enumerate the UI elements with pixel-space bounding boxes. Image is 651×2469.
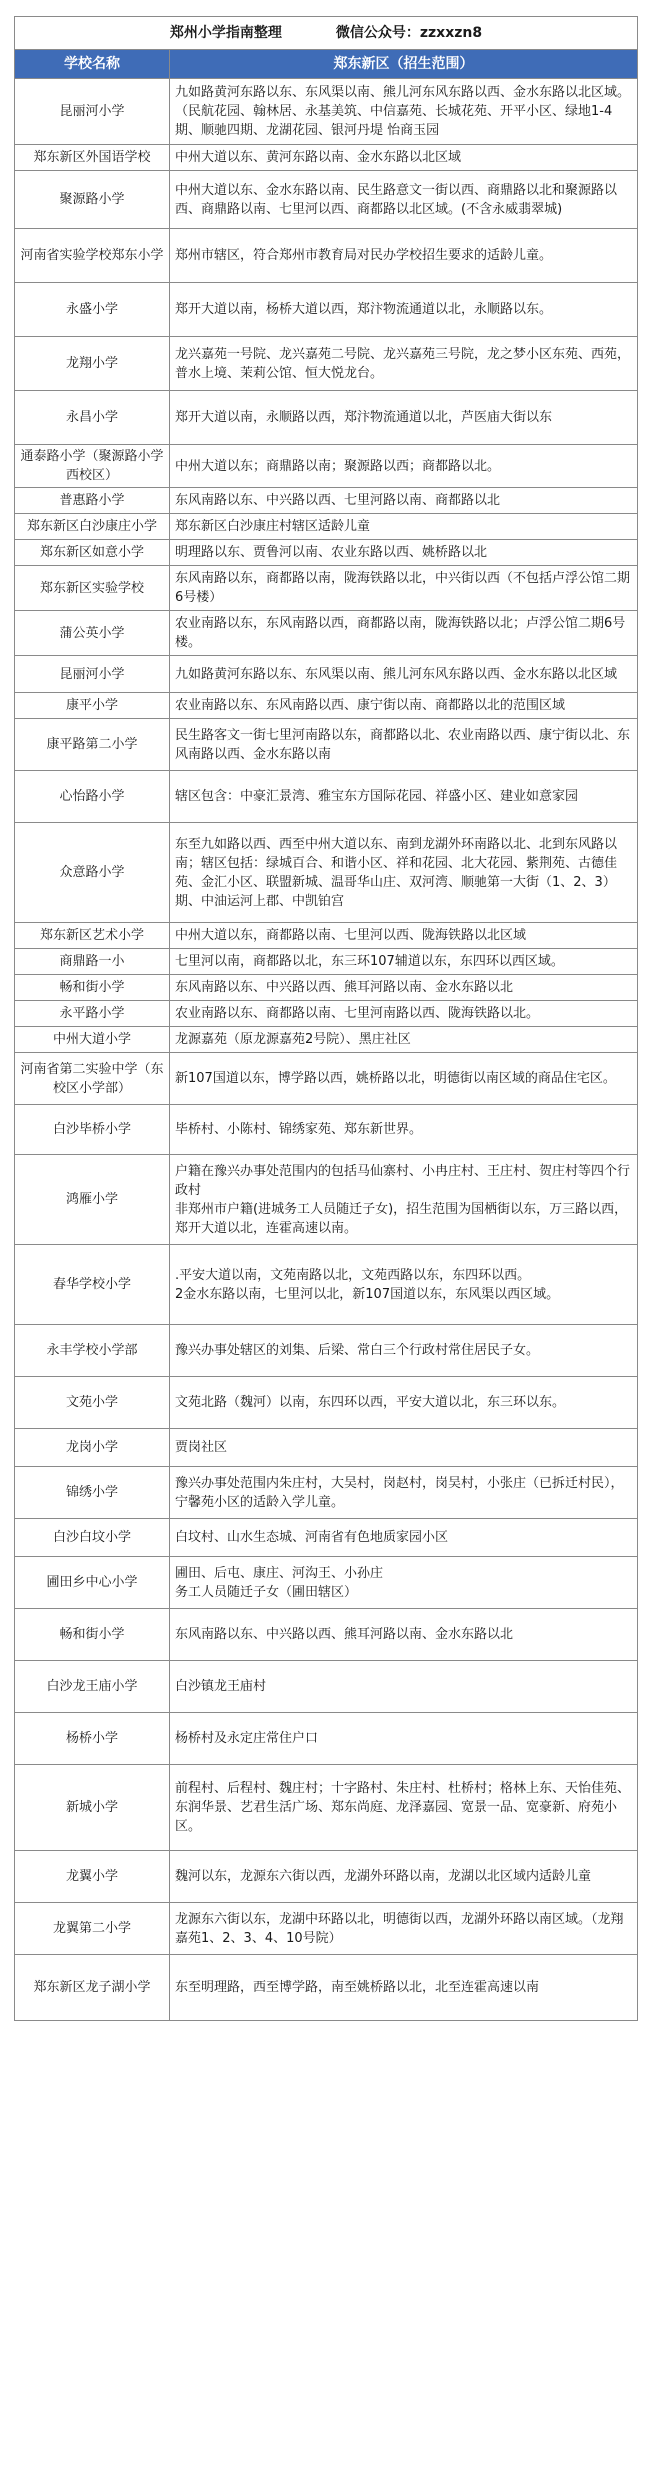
- table-row: [15, 1609, 638, 1661]
- school-name-cell: 畅和街小学: [15, 975, 170, 1001]
- school-name-cell: 河南省实验学校郑东小学: [15, 229, 170, 283]
- school-name-cell: 康平小学: [15, 693, 170, 719]
- school-name-cell: 文苑小学: [15, 1377, 170, 1429]
- school-name-cell: 永盛小学: [15, 283, 170, 337]
- table-row: [15, 1429, 638, 1467]
- column-header-school: 学校名称: [15, 50, 170, 79]
- table-row: [15, 540, 638, 566]
- table-row: [15, 1467, 638, 1519]
- table-row: [15, 1053, 638, 1105]
- enrollment-area-cell: 中州大道以东，商都路以南、七里河以西、陇海铁路以北区域: [170, 923, 638, 949]
- table-row: [15, 1001, 638, 1027]
- school-name-cell: 中州大道小学: [15, 1027, 170, 1053]
- school-name-cell: 郑东新区外国语学校: [15, 145, 170, 171]
- enrollment-area-cell: 豫兴办事处范围内朱庄村，大吴村，岗赵村，岗吴村，小张庄（已拆迁村民），宁馨苑小区的适龄入学儿童。: [170, 1467, 638, 1519]
- enrollment-area-cell: 圃田、后屯、康庄、河沟王、小孙庄 务工人员随迁子女（圃田辖区）: [170, 1557, 638, 1609]
- enrollment-area-cell: 东风南路以东、中兴路以西、熊耳河路以南、金水东路以北: [170, 1609, 638, 1661]
- enrollment-area-cell: 魏河以东，龙源东六街以西，龙湖外环路以南，龙湖以北区域内适龄儿童: [170, 1851, 638, 1903]
- enrollment-area-cell: 前程村、后程村、魏庄村；十字路村、朱庄村、杜桥村；格林上东、天怡佳苑、东润华景、艺君生活广场、郑东尚庭、龙泽嘉园、宽景一品、宽豪新、府苑小区。: [170, 1765, 638, 1851]
- table-row: [15, 145, 638, 171]
- table-row: [15, 1713, 638, 1765]
- column-header-area: 郑东新区（招生范围）: [170, 50, 638, 79]
- table-row: [15, 1851, 638, 1903]
- enrollment-area-cell: 民生路客文一街七里河南路以东，商都路以北、农业南路以西、康宁街以北、东风南路以西、金水东路以南: [170, 719, 638, 771]
- table-row: [15, 611, 638, 656]
- table-row: [15, 1955, 638, 2021]
- school-name-cell: 永平路小学: [15, 1001, 170, 1027]
- school-name-cell: 商鼎路一小: [15, 949, 170, 975]
- table-row: [15, 1245, 638, 1325]
- table-row: [15, 823, 638, 923]
- table-row: [15, 1661, 638, 1713]
- enrollment-area-cell: 中州大道以东；商鼎路以南；聚源路以西；商都路以北。: [170, 445, 638, 488]
- school-name-cell: 杨桥小学: [15, 1713, 170, 1765]
- school-name-cell: 白沙毕桥小学: [15, 1105, 170, 1155]
- enrollment-area-cell: 郑州市辖区，符合郑州市教育局对民办学校招生要求的适龄儿童。: [170, 229, 638, 283]
- table-row: [15, 445, 638, 488]
- enrollment-area-cell: 农业南路以东、东风南路以西、康宁街以南、商都路以北的范围区域: [170, 693, 638, 719]
- school-name-cell: 圃田乡中心小学: [15, 1557, 170, 1609]
- enrollment-area-cell: 郑开大道以南，永顺路以西，郑汴物流通道以北，芦医庙大街以东: [170, 391, 638, 445]
- school-name-cell: 永丰学校小学部: [15, 1325, 170, 1377]
- enrollment-area-cell: 辖区包含：中豪汇景湾、雅宝东方国际花园、祥盛小区、建业如意家园: [170, 771, 638, 823]
- column-header-row: [15, 50, 638, 79]
- enrollment-area-cell: 明理路以东、贾鲁河以南、农业东路以西、姚桥路以北: [170, 540, 638, 566]
- school-name-cell: 鸿雁小学: [15, 1155, 170, 1245]
- enrollment-area-cell: 龙兴嘉苑一号院、龙兴嘉苑二号院、龙兴嘉苑三号院，龙之梦小区东苑、西苑，普水上境、茉莉公馆、恒大悦龙台。: [170, 337, 638, 391]
- school-name-cell: 郑东新区实验学校: [15, 566, 170, 611]
- table-row: [15, 1377, 638, 1429]
- school-name-cell: 昆丽河小学: [15, 656, 170, 693]
- school-name-cell: 春华学校小学: [15, 1245, 170, 1325]
- enrollment-area-cell: 白坟村、山水生态城、河南省有色地质家园小区: [170, 1519, 638, 1557]
- enrollment-area-cell: .平安大道以南，文苑南路以北，文苑西路以东，东四环以西。 2金水东路以南，七里河以北，新107国道以东，东风渠以西区域。: [170, 1245, 638, 1325]
- school-name-cell: 龙翼第二小学: [15, 1903, 170, 1955]
- school-name-cell: 普惠路小学: [15, 488, 170, 514]
- school-name-cell: 锦绣小学: [15, 1467, 170, 1519]
- table-row: [15, 283, 638, 337]
- table-row: [15, 1325, 638, 1377]
- school-name-cell: 蒲公英小学: [15, 611, 170, 656]
- table-row: [15, 771, 638, 823]
- school-name-cell: 郑东新区白沙康庄小学: [15, 514, 170, 540]
- school-name-cell: 昆丽河小学: [15, 79, 170, 145]
- enrollment-area-cell: 中州大道以东、黄河东路以南、金水东路以北区域: [170, 145, 638, 171]
- enrollment-area-cell: 东风南路以东，商都路以南，陇海铁路以北，中兴街以西（不包括卢浮公馆二期6号楼）: [170, 566, 638, 611]
- enrollment-area-cell: 豫兴办事处辖区的刘集、后梁、常白三个行政村常住居民子女。: [170, 1325, 638, 1377]
- school-name-cell: 心怡路小学: [15, 771, 170, 823]
- enrollment-area-cell: 文苑北路（魏河）以南，东四环以西，平安大道以北，东三环以东。: [170, 1377, 638, 1429]
- table-row: [15, 171, 638, 229]
- table-row: [15, 1519, 638, 1557]
- table-row: [15, 1557, 638, 1609]
- enrollment-area-cell: 七里河以南，商都路以北，东三环107辅道以东，东四环以西区域。: [170, 949, 638, 975]
- enrollment-area-cell: 农业南路以东、商都路以南、七里河南路以西、陇海铁路以北。: [170, 1001, 638, 1027]
- school-name-cell: 众意路小学: [15, 823, 170, 923]
- enrollment-area-cell: 九如路黄河东路以东、东风渠以南、熊儿河东风东路以西、金水东路以北区域: [170, 656, 638, 693]
- table-row: [15, 391, 638, 445]
- enrollment-area-cell: 东至明理路，西至博学路，南至姚桥路以北，北至连霍高速以南: [170, 1955, 638, 2021]
- school-name-cell: 郑东新区龙子湖小学: [15, 1955, 170, 2021]
- enrollment-area-cell: 户籍在豫兴办事处范围内的包括马仙寨村、小冉庄村、王庄村、贺庄村等四个行政村 非郑州市户籍(进城务工人员随迁子女)，招生范围为国栖街以东，万三路以西，郑开大道以北，连霍高速以南。: [170, 1155, 638, 1245]
- table-body: [15, 79, 638, 2021]
- school-name-cell: 龙翔小学: [15, 337, 170, 391]
- enrollment-area-cell: 龙源东六街以东，龙湖中环路以北，明德街以西，龙湖外环路以南区域。（龙翔嘉苑1、2、3、4、10号院）: [170, 1903, 638, 1955]
- table-row: [15, 1155, 638, 1245]
- school-name-cell: 聚源路小学: [15, 171, 170, 229]
- table-row: [15, 79, 638, 145]
- enrollment-area-cell: 毕桥村、小陈村、锦绣家苑、郑东新世界。: [170, 1105, 638, 1155]
- table-row: [15, 229, 638, 283]
- school-name-cell: 白沙白坟小学: [15, 1519, 170, 1557]
- school-name-cell: 河南省第二实验中学（东校区小学部）: [15, 1053, 170, 1105]
- school-range-table: [14, 16, 638, 2021]
- school-name-cell: 郑东新区如意小学: [15, 540, 170, 566]
- enrollment-area-cell: 新107国道以东，博学路以西，姚桥路以北，明德街以南区域的商品住宅区。: [170, 1053, 638, 1105]
- enrollment-area-cell: 九如路黄河东路以东、东风渠以南、熊儿河东风东路以西、金水东路以北区域。（民航花园、翰林居、永基美筑、中信嘉苑、长城花苑、开平小区、绿地1-4期、顺驰四期、龙湖花园、银河丹堤 怡商玉园: [170, 79, 638, 145]
- school-name-cell: 通泰路小学（聚源路小学西校区）: [15, 445, 170, 488]
- sheet-title-row: [15, 17, 638, 50]
- table-row: [15, 337, 638, 391]
- school-name-cell: 康平路第二小学: [15, 719, 170, 771]
- school-name-cell: 白沙龙王庙小学: [15, 1661, 170, 1713]
- enrollment-area-cell: 郑开大道以南，杨桥大道以西，郑汴物流通道以北，永顺路以东。: [170, 283, 638, 337]
- enrollment-area-cell: 农业南路以东，东风南路以西，商都路以南，陇海铁路以北；卢浮公馆二期6号楼。: [170, 611, 638, 656]
- enrollment-area-cell: 东风南路以东、中兴路以西、熊耳河路以南、金水东路以北: [170, 975, 638, 1001]
- enrollment-area-cell: 杨桥村及永定庄常住户口: [170, 1713, 638, 1765]
- table-row: [15, 566, 638, 611]
- school-name-cell: 畅和街小学: [15, 1609, 170, 1661]
- enrollment-area-cell: 贾岗社区: [170, 1429, 638, 1467]
- table-row: [15, 1105, 638, 1155]
- table-row: [15, 1027, 638, 1053]
- school-name-cell: 永昌小学: [15, 391, 170, 445]
- sheet-title: 郑州小学指南整理: [169, 24, 282, 41]
- table-row: [15, 923, 638, 949]
- enrollment-area-cell: 中州大道以东、金水东路以南、民生路意文一街以西、商鼎路以北和聚源路以西、商鼎路以南、七里河以西、商都路以北区域。(不含永威翡翠城): [170, 171, 638, 229]
- enrollment-area-cell: 东至九如路以西、西至中州大道以东、南到龙湖外环南路以北、北到东风路以南；辖区包括：绿城百合、和谐小区、祥和花园、北大花园、紫荆苑、古德佳苑、金汇小区、联盟新城、温哥华山庄、双河湾、顺驰第一大街（1、2、3）期、中油运河上郡、中凯铂宫: [170, 823, 638, 923]
- enrollment-area-cell: 白沙镇龙王庙村: [170, 1661, 638, 1713]
- table-row: [15, 656, 638, 693]
- table-row: [15, 949, 638, 975]
- wechat-account: 微信公众号：zzxxzn8: [335, 24, 483, 41]
- table-row: [15, 514, 638, 540]
- table-row: [15, 1903, 638, 1955]
- enrollment-area-cell: 东风南路以东、中兴路以西、七里河路以南、商都路以北: [170, 488, 638, 514]
- table-row: [15, 975, 638, 1001]
- table-row: [15, 693, 638, 719]
- table-row: [15, 488, 638, 514]
- school-name-cell: 龙岗小学: [15, 1429, 170, 1467]
- enrollment-area-cell: 郑东新区白沙康庄村辖区适龄儿童: [170, 514, 638, 540]
- school-name-cell: 龙翼小学: [15, 1851, 170, 1903]
- enrollment-area-cell: 龙源嘉苑（原龙源嘉苑2号院）、黑庄社区: [170, 1027, 638, 1053]
- table-row: [15, 1765, 638, 1851]
- school-name-cell: 新城小学: [15, 1765, 170, 1851]
- table-row: [15, 719, 638, 771]
- school-name-cell: 郑东新区艺术小学: [15, 923, 170, 949]
